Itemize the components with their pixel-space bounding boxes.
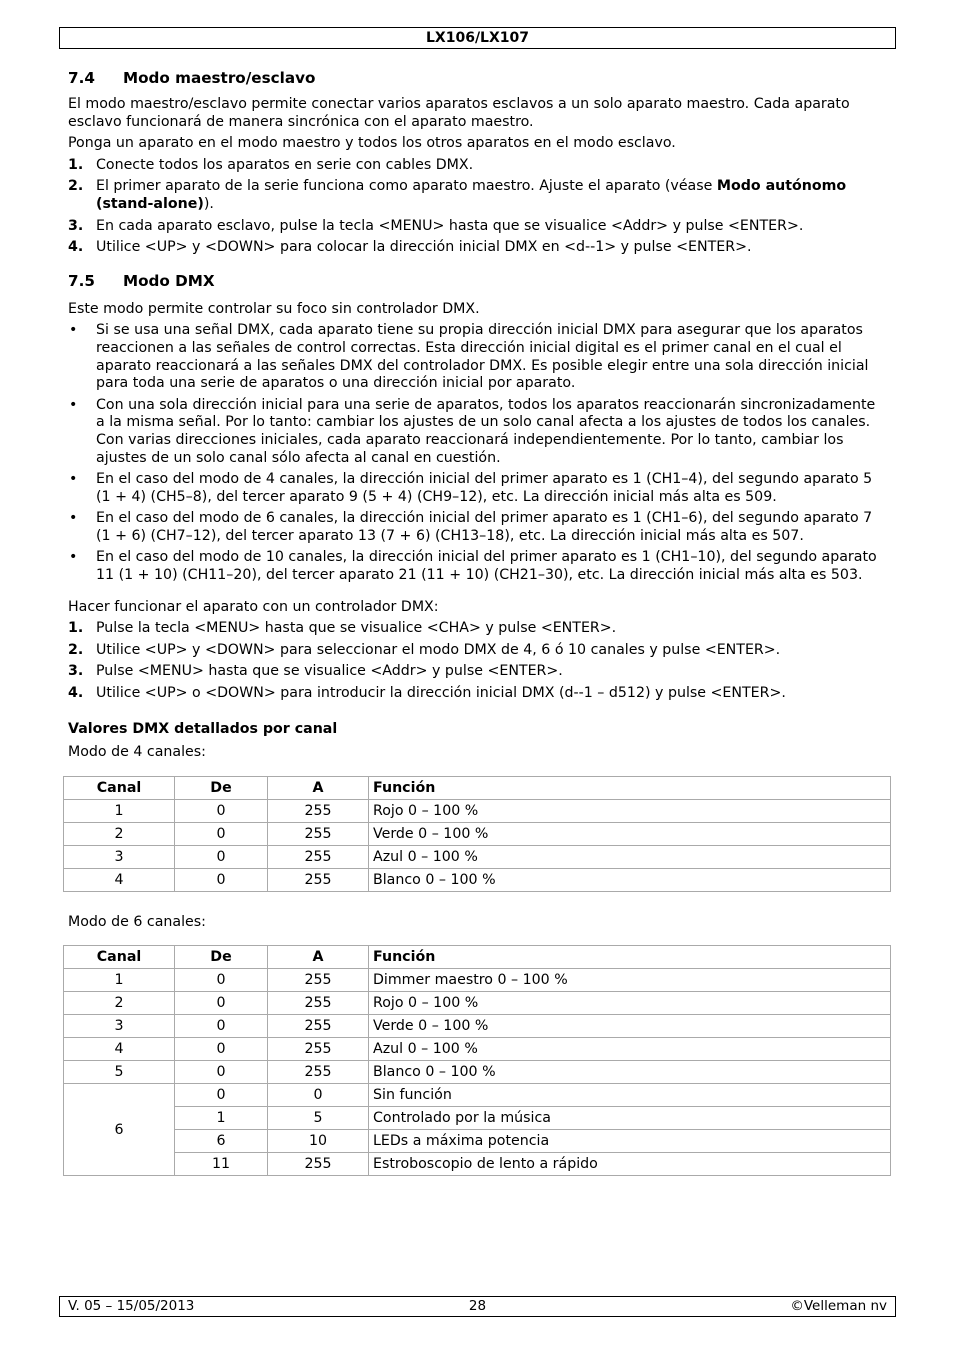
channel-6-cell: 6 xyxy=(64,1084,175,1176)
page-content xyxy=(68,68,888,1176)
header-title: LX106/LX107 xyxy=(426,30,529,46)
table-row: 4 0 255 Blanco 0 – 100 % xyxy=(64,868,891,891)
subheading: Valores DMX detallados por canal xyxy=(68,720,338,737)
list-item: 1. Conecte todos los aparatos en serie con cables DMX. xyxy=(68,156,474,173)
table-row: 4 0 255 Azul 0 – 100 % xyxy=(64,1038,891,1061)
bullet-item: • Si se usa una señal DMX, cada aparato tiene su propia dirección inicial DMX para asegurar que los aparatos reaccionen a las señales de control correctas. Esta dirección inicial digital es el primer canal en el cual el aparato reaccionará a las señales DMX del controlador DMX. Es posible elegir entre una sola dirección inicial para toda una serie de aparatos o una dirección inicial por aparato. xyxy=(69,322,869,392)
list-item: 1. Pulse la tecla <MENU> hasta que se visualice <CHA> y pulse <ENTER>. xyxy=(68,620,617,637)
table-row: 1 5 Controlado por la música xyxy=(64,1107,891,1130)
footer-page-number: 28 xyxy=(468,1298,487,1314)
table-row: 2 0 255 Verde 0 – 100 % xyxy=(64,822,891,845)
table-header-row: Canal De A Función xyxy=(64,946,891,969)
list-item: 2. El primer aparato de la serie funciona como aparato maestro. Ajuste el aparato (véase Modo autónomo (stand-alone)). xyxy=(68,178,847,212)
table-row: 1 0 255 Dimmer maestro 0 – 100 % xyxy=(64,969,891,992)
paragraph: Este modo permite controlar su foco sin controlador DMX. xyxy=(68,300,480,317)
dmx-table-6ch xyxy=(63,945,891,1176)
bullet-item: • Con una sola dirección inicial para una serie de aparatos, todos los aparatos reaccionarán sincronizadamente a la misma señal. Por lo tanto: cambiar los ajustes de un solo canal afecta a los ajustes de todos los canales. Con varias direcciones iniciales, cada aparato reaccionará independientemente. Por lo tanto, cambiar los ajustes de un solo canal sólo afecta al canal en cuestión. xyxy=(69,396,876,466)
paragraph: Modo de 4 canales: xyxy=(68,744,206,761)
bullet-item: • En el caso del modo de 10 canales, la dirección inicial del primer aparato es 1 (CH1–10), del segundo aparato 11 (1 + 10) (CH11–20), del tercer aparato 21 (11 + 10) (CH21–30), etc. La dirección inicial más alta es 503. xyxy=(69,549,877,584)
paragraph: Hacer funcionar el aparato con un controlador DMX: xyxy=(68,598,439,615)
paragraph: Modo de 6 canales: xyxy=(68,913,206,930)
table-row: 1 0 255 Rojo 0 – 100 % xyxy=(64,799,891,822)
paragraph: Ponga un aparato en el modo maestro y todos los otros aparatos en el modo esclavo. xyxy=(68,135,676,152)
list-item: 3. Pulse <MENU> hasta que se visualice <Addr> y pulse <ENTER>. xyxy=(68,663,563,680)
list-item: 4. Utilice <UP> o <DOWN> para introducir la dirección inicial DMX (d--1 – d512) y pulse <ENTER>. xyxy=(68,685,786,702)
table-row: 6 10 LEDs a máxima potencia xyxy=(64,1130,891,1153)
table-row: 2 0 255 Rojo 0 – 100 % xyxy=(64,992,891,1015)
list-item: 4. Utilice <UP> y <DOWN> para colocar la dirección inicial DMX en <d--1> y pulse <ENTER>. xyxy=(68,239,752,256)
paragraph: El modo maestro/esclavo permite conectar varios aparatos esclavos a un solo aparato maestro. Cada aparato esclavo funcionará de manera sincrónica con el aparato maestro. xyxy=(68,96,850,130)
list-item: 2. Utilice <UP> y <DOWN> para seleccionar el modo DMX de 4, 6 ó 10 canales y pulse <ENTER>. xyxy=(68,641,781,658)
table-row: 6 0 0 Sin función xyxy=(64,1084,891,1107)
table-row: 5 0 255 Blanco 0 – 100 % xyxy=(64,1061,891,1084)
footer-version: V. 05 – 15/05/2013 xyxy=(68,1298,195,1314)
page-footer xyxy=(59,1296,896,1317)
bullet-item: • En el caso del modo de 4 canales, la dirección inicial del primer aparato es 1 (CH1–4), del segundo aparato 5 (1 + 4) (CH5–8), del tercer aparato 9 (5 + 4) (CH9–12), etc. La dirección inicial más alta es 509. xyxy=(69,471,873,505)
page-header xyxy=(59,27,896,49)
table-row: 3 0 255 Verde 0 – 100 % xyxy=(64,1015,891,1038)
section-heading-7-4: 7.4 Modo maestro/esclavo xyxy=(68,69,316,87)
footer-copyright: ©Velleman nv xyxy=(790,1298,887,1314)
section-heading-7-5: 7.5 Modo DMX xyxy=(68,271,215,290)
list-item: 3. En cada aparato esclavo, pulse la tecla <MENU> hasta que se visualice <Addr> y pulse <ENTER>. xyxy=(68,217,804,234)
dmx-table-4ch xyxy=(63,776,891,892)
bullet-item: • En el caso del modo de 6 canales, la dirección inicial del primer aparato es 1 (CH1–6), del segundo aparato 7 (1 + 6) (CH7–12), del tercer aparato 13 (7 + 6) (CH13–18), etc. La dirección inicial más alta es 507. xyxy=(69,510,873,544)
table-header-row: Canal De A Función xyxy=(64,776,891,799)
table-row: 11 255 Estroboscopio de lento a rápido xyxy=(64,1153,891,1176)
table-row: 3 0 255 Azul 0 – 100 % xyxy=(64,845,891,868)
